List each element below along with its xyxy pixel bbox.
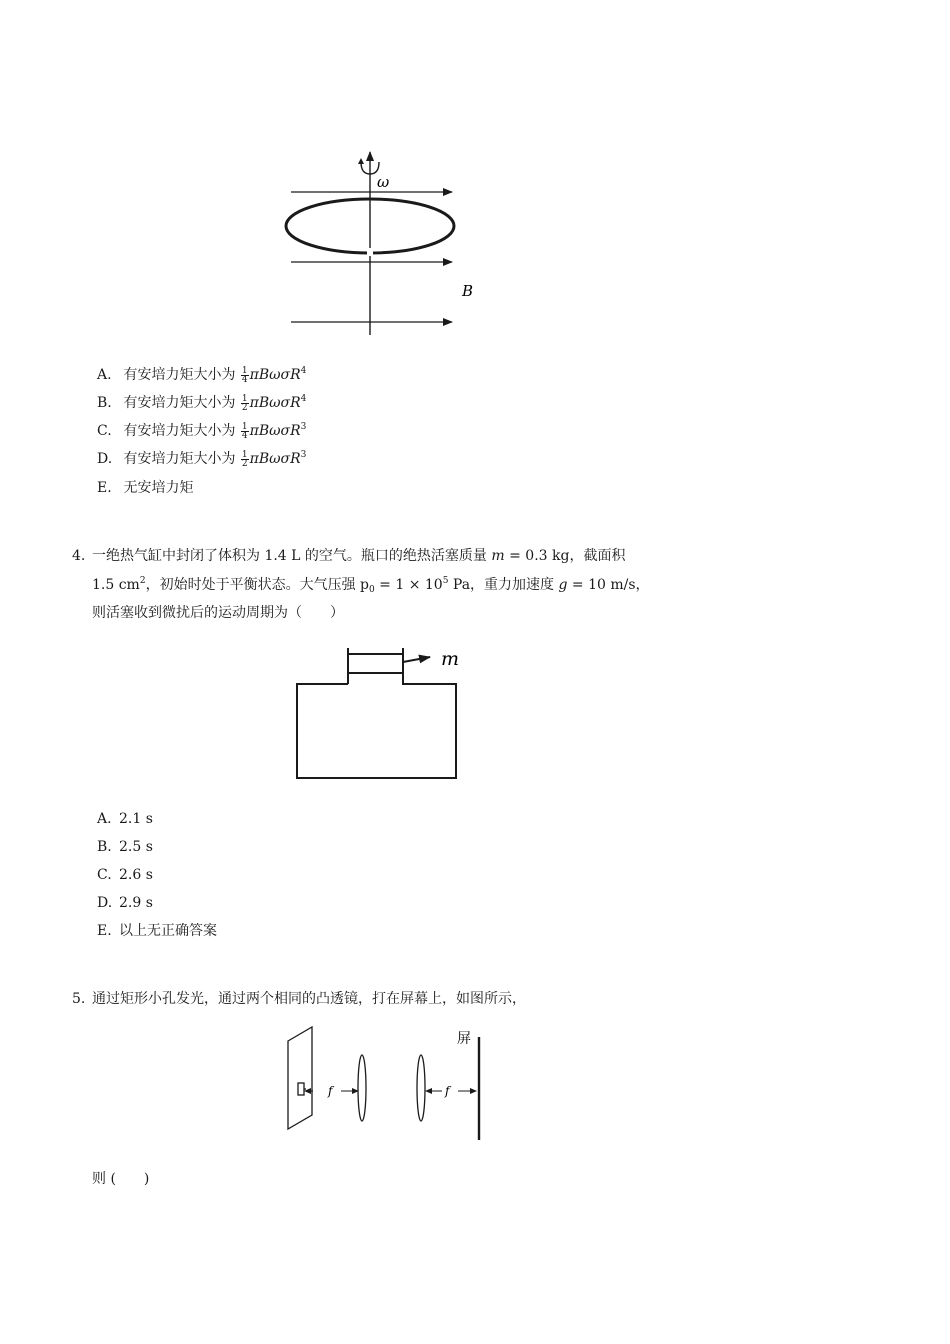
piston bbox=[348, 654, 403, 673]
q3-option-d[interactable]: D. 有安培力矩大小为 $\frac{1}{2}$ πBωσR$^3$ bbox=[97, 449, 307, 469]
screen-label: 屏 bbox=[457, 1031, 471, 1047]
q4-stem-line-1: 一绝热气缸中封闭了体积为 1.4 L 的空气。瓶口的绝热活塞质量 m = 0.3 kg，截面积 bbox=[92, 548, 626, 564]
figure-ring-in-field bbox=[270, 140, 490, 345]
q3-option-b[interactable]: B. 有安培力矩大小为 $\frac{1}{2}$ πBωσR$^4$ bbox=[97, 393, 307, 413]
aperture-plate bbox=[288, 1027, 312, 1129]
rect-aperture bbox=[298, 1083, 304, 1095]
q5-number: 5. bbox=[72, 991, 86, 1007]
figure-lens-system bbox=[280, 1025, 495, 1145]
mass-label: m bbox=[441, 648, 460, 670]
q4-option-d[interactable]: D. 2.9 s bbox=[97, 895, 153, 911]
field-label-b: B bbox=[462, 282, 474, 300]
q4-option-e[interactable]: E. 以上无正确答案 bbox=[97, 923, 217, 939]
omega-label: ω bbox=[377, 173, 390, 191]
fraction: $\frac{1}{2}$ bbox=[241, 449, 248, 469]
convex-lens-1 bbox=[358, 1055, 366, 1121]
q4-number: 4. bbox=[72, 548, 86, 564]
q4-stem-line-2: 1.5 $cm^2$，初始时处于平衡状态。大气压强 $p_0 = 1 \times 10^5$ Pa，重力加速度 g = 10 m/s， bbox=[92, 576, 650, 595]
fraction: $\frac{1}{4}$ bbox=[241, 421, 248, 441]
focal-label-2: f bbox=[445, 1084, 450, 1098]
figure-gas-cylinder bbox=[290, 640, 480, 785]
q3-option-e[interactable]: E. 无安培力矩 bbox=[97, 480, 194, 496]
fraction: $\frac{1}{2}$ bbox=[241, 393, 248, 413]
focal-label-1: f bbox=[328, 1084, 333, 1098]
q5-stem: 通过矩形小孔发光，通过两个相同的凸透镜，打在屏幕上，如图所示， bbox=[92, 991, 526, 1007]
q3-option-a[interactable]: A. 有安培力矩大小为 $\frac{1}{4}$ πBωσR$^4$ bbox=[97, 365, 307, 385]
convex-lens-2 bbox=[417, 1055, 425, 1121]
fraction: $\frac{1}{4}$ bbox=[241, 365, 248, 385]
q4-stem-line-3: 则活塞收到微扰后的运动周期为（ ） bbox=[92, 605, 344, 621]
q4-option-b[interactable]: B. 2.5 s bbox=[97, 839, 153, 855]
q3-option-c[interactable]: C. 有安培力矩大小为 $\frac{1}{4}$ πBωσR$^3$ bbox=[97, 421, 307, 441]
q5-tail: 则 ( ) bbox=[92, 1171, 150, 1187]
cylinder-body bbox=[297, 648, 456, 778]
q4-option-c[interactable]: C. 2.6 s bbox=[97, 867, 153, 883]
q4-option-a[interactable]: A. 2.1 s bbox=[97, 811, 153, 827]
